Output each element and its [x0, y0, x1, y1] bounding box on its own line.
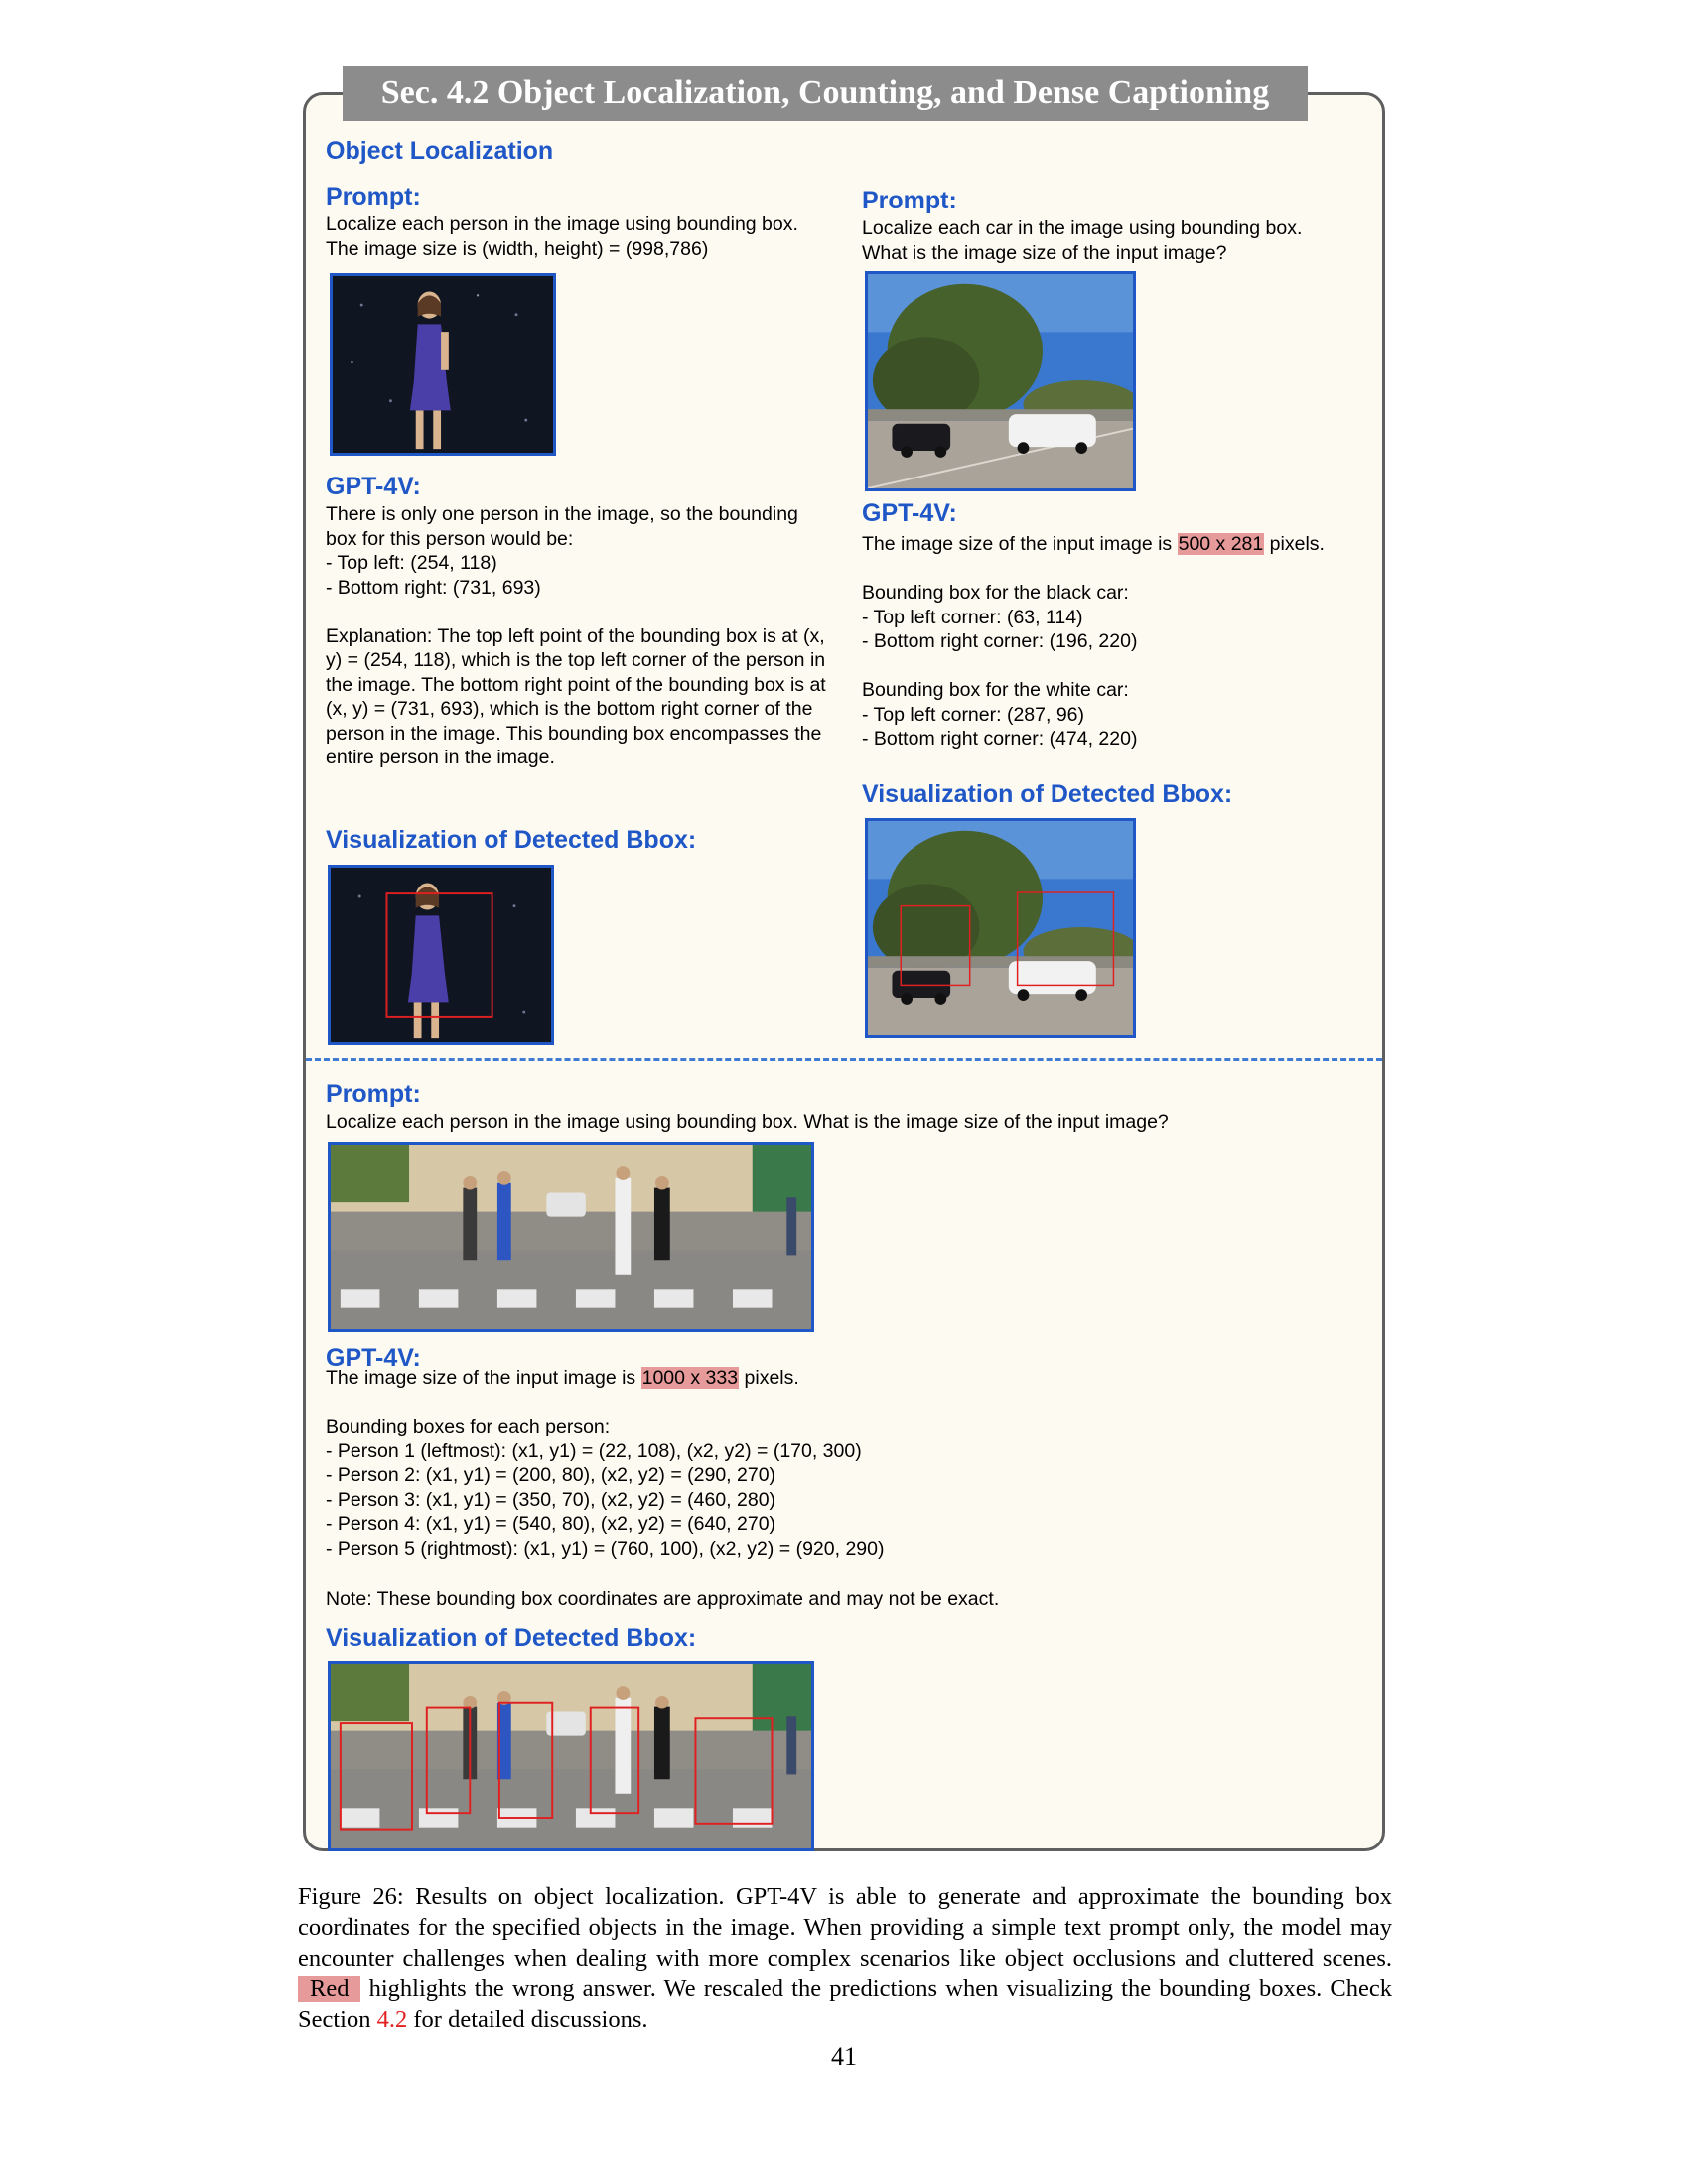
section-title: Sec. 4.2 Object Localization, Counting, and Dense Captioning	[343, 66, 1308, 121]
highway-cars-image	[865, 271, 1136, 491]
left-response-label: GPT-4V:	[326, 473, 421, 500]
right-prompt-label: Prompt:	[862, 187, 957, 214]
caption-red-highlight: Red	[298, 1976, 360, 2002]
bottom-note-text: Note: These bounding box coordinates are approximate and may not be exact.	[326, 1588, 1000, 1610]
caption-part-3: for detailed discussions.	[407, 2006, 648, 2033]
street-crossing-bbox-image	[328, 1661, 814, 1851]
left-prompt-label: Prompt:	[326, 183, 421, 210]
bottom-response-label: GPT-4V:	[326, 1344, 421, 1372]
left-visualization-label: Visualization of Detected Bbox:	[326, 826, 697, 854]
bottom-boxes-text: Bounding boxes for each person: - Person 1 (leftmost): (x1, y1) = (22, 108), (x2, y2) = (170, 300) - Person 2: (x1, y1) = (200, 80), (x2, y2) = (290, 270) - Person 3: (x1, y1) = (350, 70), (x2, y2) = (460, 280) - Person 4: (x1, y1) = (540, 80), (x2, y2) = (640, 270) - Person 5 (rightmost): (x1, y1) = (760, 100), (x2, y2) = (920, 290)	[326, 1416, 885, 1560]
figure-caption	[298, 1881, 1392, 2035]
bottom-size-line	[326, 1366, 1368, 1391]
right-size-prefix: The image size of the input image is	[862, 533, 1178, 555]
highway-cars-bbox-image	[865, 818, 1136, 1038]
right-size-line	[862, 532, 1378, 557]
left-response-text: There is only one person in the image, so the bounding box for this person would be: - Top left: (254, 118) - Bottom right: (731, 693) Explanation: The top left point of the bounding box is at (x, y) = (254, 118), which is the top left corner of the person in the image. The bottom right point of the bounding box is at (x, y) = (731, 693), which is the bottom right corner of the person in the image. This bounding box encompasses the entire person in the image.	[326, 503, 826, 768]
concert-performer-bbox-image	[328, 865, 554, 1045]
right-white-car-text: Bounding box for the white car: - Top left corner: (287, 96) - Bottom right corner: (474, 220)	[862, 679, 1138, 750]
bottom-size-prefix: The image size of the input image is	[326, 1367, 641, 1389]
right-size-value-highlight: 500 x 281	[1178, 533, 1264, 555]
caption-part-2: highlights the wrong answer. We rescaled the predictions when visualizing the bounding boxes. Check Section	[298, 1976, 1392, 2033]
right-visualization-label: Visualization of Detected Bbox:	[862, 780, 1233, 808]
bottom-size-suffix: pixels.	[739, 1367, 799, 1389]
bottom-prompt-label: Prompt:	[326, 1080, 421, 1108]
caption-section-link[interactable]: 4.2	[376, 2006, 408, 2033]
street-crossing-image	[328, 1142, 814, 1332]
left-prompt-text: Localize each person in the image using bounding box. The image size is (width, height) = (998,786)	[326, 213, 798, 260]
right-prompt-text: Localize each car in the image using bounding box. What is the image size of the input image?	[862, 217, 1303, 264]
right-black-car-text: Bounding box for the black car: - Top left corner: (63, 114) - Bottom right corner: (196, 220)	[862, 582, 1138, 652]
bottom-size-value-highlight: 1000 x 333	[641, 1367, 739, 1389]
bottom-prompt-text: Localize each person in the image using bounding box. What is the image size of the input image?	[326, 1111, 1169, 1133]
section-divider	[306, 1058, 1382, 1061]
page-number: 41	[831, 2042, 857, 2071]
right-size-suffix: pixels.	[1264, 533, 1325, 555]
concert-performer-image	[330, 273, 556, 456]
caption-part-1: Figure 26: Results on object localization. GPT-4V is able to generate and approximate the bounding box coordinates for the specified objects in the image. When providing a simple text prompt only, the model may encounter challenges when dealing with more complex scenarios like object occlusions and cluttered scenes.	[298, 1883, 1392, 1972]
object-localization-heading: Object Localization	[326, 137, 554, 165]
right-response-label: GPT-4V:	[862, 499, 957, 527]
bottom-visualization-label: Visualization of Detected Bbox:	[326, 1624, 697, 1652]
